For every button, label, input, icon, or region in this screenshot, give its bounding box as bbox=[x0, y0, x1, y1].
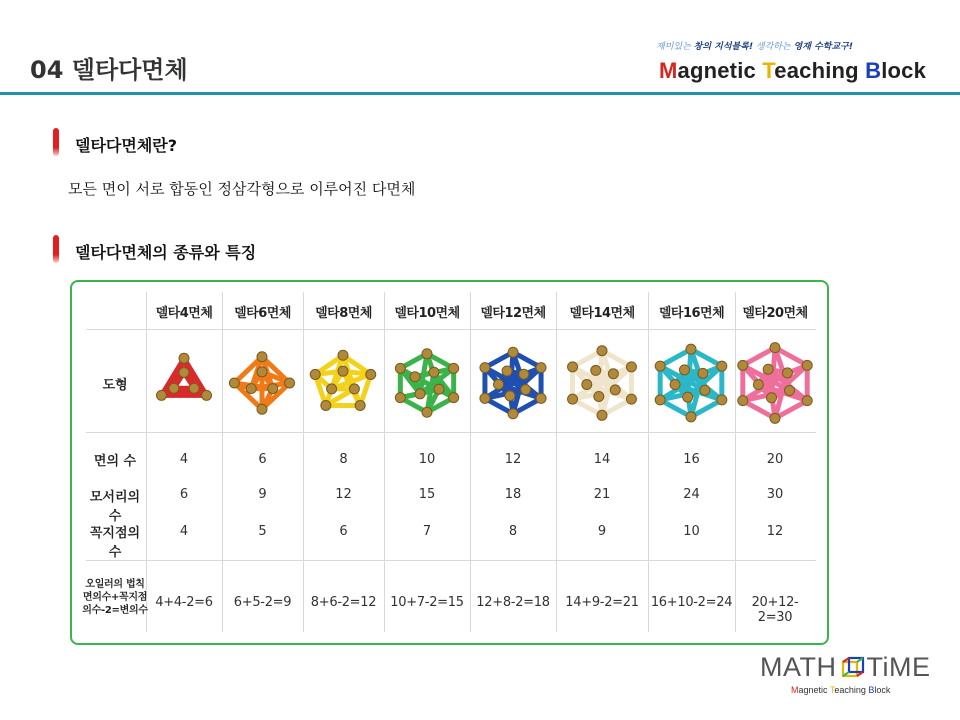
column-header: 델타20면체 bbox=[742, 306, 808, 321]
model-ball bbox=[502, 366, 512, 376]
brand-letter: B bbox=[865, 58, 882, 83]
model-ball bbox=[508, 347, 518, 357]
logo-tagline bbox=[791, 685, 890, 695]
model-ball bbox=[434, 384, 444, 394]
euler-cell: 4+4-2=6 bbox=[155, 595, 213, 610]
model-ball bbox=[767, 393, 777, 403]
column-header: 델타10면체 bbox=[394, 306, 460, 321]
model-ball bbox=[686, 344, 696, 354]
model-ball bbox=[156, 390, 166, 400]
model-ball bbox=[179, 367, 189, 377]
model-ball bbox=[582, 379, 592, 389]
column-header: 델타4면체 bbox=[155, 306, 213, 321]
model-rod bbox=[743, 401, 775, 419]
vertices-cell: 8 bbox=[508, 524, 518, 539]
page-title: 04 델타다면체 bbox=[30, 56, 188, 84]
faces-cell: 12 bbox=[504, 452, 522, 467]
faces-cell: 14 bbox=[593, 452, 611, 467]
brand-letter: T bbox=[762, 58, 775, 83]
logo-word: lock bbox=[874, 685, 891, 695]
model-ball bbox=[449, 363, 459, 373]
model-ball bbox=[508, 409, 518, 419]
brand-letter: M bbox=[659, 58, 678, 83]
model-ball bbox=[179, 353, 189, 363]
vertices-cell: 12 bbox=[766, 524, 784, 539]
model-ball bbox=[655, 361, 665, 371]
model-ball bbox=[670, 380, 680, 390]
column-header: 델타14면체 bbox=[569, 306, 635, 321]
vertices-row-label: 꼭지점의수 bbox=[89, 526, 141, 560]
icosahedron-model bbox=[738, 343, 812, 424]
tagline-part: 생각하는 bbox=[753, 42, 794, 52]
shape-row-label: 도형 bbox=[102, 378, 128, 393]
euler-cell: 8+6-2=12 bbox=[310, 595, 377, 610]
model-ball bbox=[738, 396, 748, 406]
model-ball bbox=[802, 360, 812, 370]
model-ball bbox=[802, 396, 812, 406]
model-ball bbox=[753, 380, 763, 390]
vertices-cell: 9 bbox=[597, 524, 607, 539]
vertices-cell: 5 bbox=[258, 524, 267, 539]
faces-cell: 16 bbox=[683, 452, 700, 467]
model-ball bbox=[784, 386, 794, 396]
model-ball bbox=[429, 367, 439, 377]
model-ball bbox=[246, 384, 256, 394]
euler-cell: 12+8-2=18 bbox=[476, 595, 550, 610]
vertices-cell: 4 bbox=[179, 524, 189, 539]
logo-word: agnetic bbox=[798, 685, 830, 695]
logo-word: eaching bbox=[834, 685, 869, 695]
model-ball bbox=[568, 362, 578, 372]
model-ball bbox=[449, 393, 459, 403]
euler-label-line: 의수-2=변의수 bbox=[82, 605, 148, 616]
edges-cell: 24 bbox=[683, 487, 700, 502]
model-ball bbox=[189, 383, 199, 393]
model-ball bbox=[505, 391, 515, 401]
model-ball bbox=[686, 412, 696, 422]
model-ball bbox=[770, 343, 780, 353]
faces-cell: 8 bbox=[339, 452, 348, 467]
snub-disphenoid-model bbox=[480, 347, 546, 419]
model-ball bbox=[626, 394, 636, 404]
model-rod bbox=[743, 348, 775, 366]
euler-label-line: 오일러의 법칙 bbox=[85, 579, 145, 590]
faces-cell: 6 bbox=[258, 452, 267, 467]
model-ball bbox=[608, 369, 618, 379]
model-ball bbox=[536, 393, 546, 403]
model-ball bbox=[591, 365, 601, 375]
brand-word: agnetic bbox=[677, 58, 763, 83]
column-header: 델타8면체 bbox=[315, 306, 372, 321]
model-ball bbox=[655, 395, 665, 405]
euler-cell: 16+10-2=24 bbox=[650, 595, 733, 610]
model-ball bbox=[698, 368, 708, 378]
model-ball bbox=[229, 378, 239, 388]
vertices-cell: 10 bbox=[683, 524, 700, 539]
pentagonal-bipyramid-model bbox=[395, 349, 458, 418]
model-ball bbox=[257, 404, 267, 414]
brand-word: lock bbox=[881, 58, 927, 83]
model-ball bbox=[683, 392, 693, 402]
model-ball bbox=[169, 383, 179, 393]
definition-text: 모든 면이 서로 합동인 정삼각형으로 이루어진 다면체 bbox=[68, 180, 416, 198]
model-ball bbox=[717, 395, 727, 405]
model-ball bbox=[321, 400, 331, 410]
edges-cell: 15 bbox=[418, 487, 436, 502]
vertices-cell: 7 bbox=[422, 524, 432, 539]
faces-row-label: 면의 수 bbox=[93, 454, 137, 469]
edges-cell: 30 bbox=[766, 487, 784, 502]
types-heading: 델타다면체의 종류와 특징 bbox=[75, 243, 257, 262]
model-ball bbox=[597, 410, 607, 420]
model-ball bbox=[285, 378, 295, 388]
model-ball bbox=[395, 393, 405, 403]
model-ball bbox=[268, 384, 278, 394]
model-ball bbox=[366, 369, 376, 379]
model-ball bbox=[422, 407, 432, 417]
octahedron-model bbox=[310, 350, 376, 410]
model-ball bbox=[422, 349, 432, 359]
edges-cell: 9 bbox=[258, 487, 267, 502]
triangular-bipyramid-model bbox=[229, 352, 294, 414]
faces-cell: 10 bbox=[418, 452, 436, 467]
model-ball bbox=[327, 384, 337, 394]
model-ball bbox=[594, 391, 604, 401]
mathtime-logo bbox=[760, 652, 940, 702]
model-ball bbox=[338, 366, 348, 376]
edges-cell: 12 bbox=[335, 487, 352, 502]
edges-cell: 6 bbox=[179, 487, 189, 502]
model-ball bbox=[395, 363, 405, 373]
gyroelongated-bipyramid-model bbox=[655, 344, 727, 422]
model-ball bbox=[415, 389, 425, 399]
tetrahedron-model bbox=[156, 353, 211, 400]
euler-cell: 14+9-2=21 bbox=[565, 595, 639, 610]
model-ball bbox=[679, 365, 689, 375]
model-ball bbox=[310, 369, 320, 379]
model-ball bbox=[338, 350, 348, 360]
model-ball bbox=[202, 390, 212, 400]
model-ball bbox=[770, 413, 780, 423]
vertices-cell: 6 bbox=[339, 524, 348, 539]
definition-heading: 델타다면체란? bbox=[75, 136, 178, 155]
column-header: 델타12면체 bbox=[480, 306, 546, 321]
model-ball bbox=[519, 369, 529, 379]
faces-cell: 4 bbox=[179, 452, 189, 467]
model-ball bbox=[763, 364, 773, 374]
euler-label-line: 면의수+꼭지점 bbox=[82, 592, 148, 603]
model-ball bbox=[700, 385, 710, 395]
model-ball bbox=[480, 393, 490, 403]
logo-word: MATH bbox=[760, 652, 837, 682]
logo-letter: M bbox=[791, 685, 799, 695]
logo-letter: T bbox=[829, 685, 835, 695]
faces-cell: 20 bbox=[766, 452, 784, 467]
model-ball bbox=[355, 400, 365, 410]
column-header: 델타6면체 bbox=[234, 306, 291, 321]
euler-cell: 6+5-2=9 bbox=[233, 595, 292, 610]
edges-row-label: 모서리의수 bbox=[89, 490, 141, 524]
model-ball bbox=[257, 367, 267, 377]
tagline-part: 영재 수학교구! bbox=[793, 42, 853, 52]
edges-cell: 21 bbox=[593, 487, 611, 502]
triaugmented-prism-model bbox=[568, 346, 637, 421]
model-ball bbox=[536, 363, 546, 373]
euler-cell: 10+7-2=15 bbox=[390, 595, 464, 610]
edges-cell: 18 bbox=[504, 487, 522, 502]
model-ball bbox=[493, 379, 503, 389]
model-ball bbox=[257, 352, 267, 362]
cube-icon bbox=[840, 655, 866, 681]
brand-word: eaching bbox=[774, 58, 866, 83]
logo-letter: B bbox=[868, 685, 875, 695]
model-ball bbox=[568, 394, 578, 404]
model-ball bbox=[480, 363, 490, 373]
model-ball bbox=[626, 362, 636, 372]
model-ball bbox=[717, 361, 727, 371]
model-ball bbox=[782, 368, 792, 378]
column-header: 델타16면체 bbox=[658, 306, 725, 321]
model-ball bbox=[597, 346, 607, 356]
model-ball bbox=[738, 360, 748, 370]
tagline-part: 재미있는 bbox=[656, 42, 694, 52]
tagline-part: 창의 지석블록! bbox=[693, 42, 754, 52]
model-ball bbox=[410, 372, 420, 382]
model-ball bbox=[349, 384, 359, 394]
euler-cell: 20+12-2=30 bbox=[751, 595, 799, 625]
logo-word: TiME bbox=[866, 652, 931, 682]
model-ball bbox=[610, 385, 620, 395]
model-ball bbox=[521, 385, 531, 395]
